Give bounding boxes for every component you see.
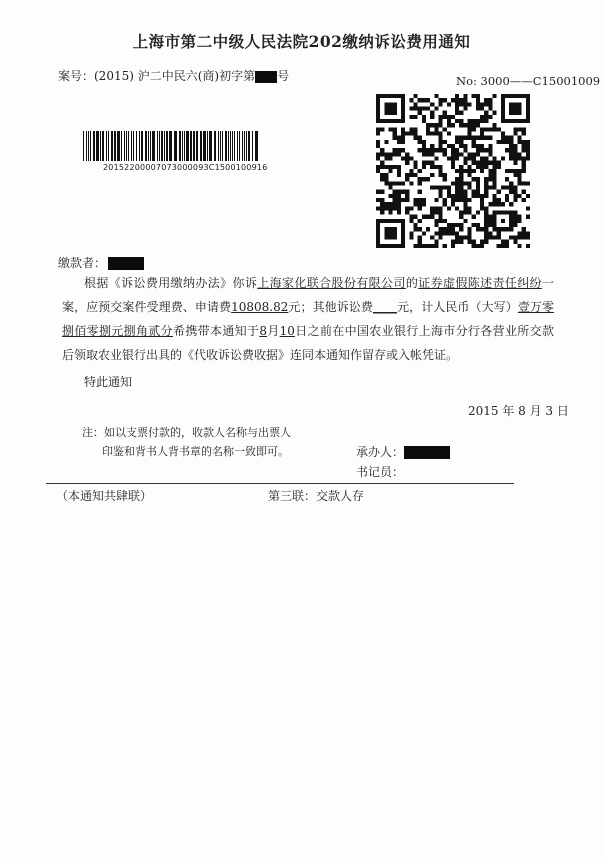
amount-upper-a: 壹万零 — [517, 300, 554, 314]
qr-code-image — [376, 94, 530, 248]
case-cause: 证券虚假陈述责任纠纷 — [418, 276, 542, 290]
defendant-name: 上海家化联合股份有限公司 — [257, 276, 406, 290]
payer-line — [58, 254, 144, 271]
notice-body — [62, 271, 554, 367]
handler-label: 承办人： — [356, 445, 405, 459]
fee-amount: 10808.82 — [231, 300, 289, 314]
note-line-2: 印鉴和背书人背书章的名称一致即可。 — [102, 445, 289, 458]
case-number-label: 案号：(2015) 沪二中民六(商)初字第 — [58, 69, 256, 83]
body-text: 元，计人民币（大写） — [396, 300, 518, 314]
case-number-redaction — [255, 71, 277, 83]
body-text: 一 — [541, 276, 554, 290]
note-line-1: 注：如以支票付款的，收款人名称与出票人 — [82, 426, 291, 439]
body-line-2 — [62, 295, 554, 319]
footer-divider — [46, 483, 514, 484]
other-fee: ____ — [372, 300, 397, 314]
clerk-label: 书记员： — [356, 465, 405, 479]
barcode-image — [82, 131, 260, 161]
body-text: 日之前在中国农业银行上海市分行各营业所交款 — [294, 324, 554, 338]
amount-upper-b: 捌佰零捌元捌角贰分 — [62, 324, 174, 338]
body-text: 的 — [405, 276, 419, 290]
serial-number: No: 3000——C15001009 — [456, 74, 601, 88]
body-text: 希携带本通知于 — [173, 324, 260, 338]
document-title: 上海市第二中级人民法院202缴纳诉讼费用通知 — [132, 32, 471, 51]
issue-date: 2015 年 8 月 3 日 — [468, 404, 569, 418]
payer-label: 缴款者： — [58, 256, 107, 270]
body-text: 根据《诉讼费用缴纳办法》你诉 — [84, 276, 258, 290]
case-number-suffix: 号 — [277, 69, 290, 83]
due-day: 10 — [279, 324, 295, 338]
due-month: 8 — [259, 324, 267, 338]
copies-note: （本通知共肆联） — [56, 489, 153, 503]
copy-designation: 第三联：交款人存 — [268, 489, 365, 503]
body-text: 案，应预交案件受理费、申请费 — [62, 300, 232, 314]
body-text: 月 — [267, 324, 280, 338]
notify-text: 特此通知 — [84, 375, 133, 389]
body-line-3 — [62, 319, 554, 343]
case-number — [58, 67, 289, 84]
barcode-number: 20152200007073000093C1500100916 — [103, 163, 268, 172]
handler-redaction — [404, 446, 450, 459]
handler-line — [356, 443, 450, 460]
payment-note — [82, 423, 332, 461]
body-line-4: 后领取农业银行出具的《代收诉讼费收据》连同本通知作留存或入帐凭证。 — [62, 348, 459, 362]
payer-redaction — [108, 257, 144, 270]
body-line-1 — [62, 271, 554, 295]
body-text: 元；其他诉讼费 — [288, 300, 373, 314]
